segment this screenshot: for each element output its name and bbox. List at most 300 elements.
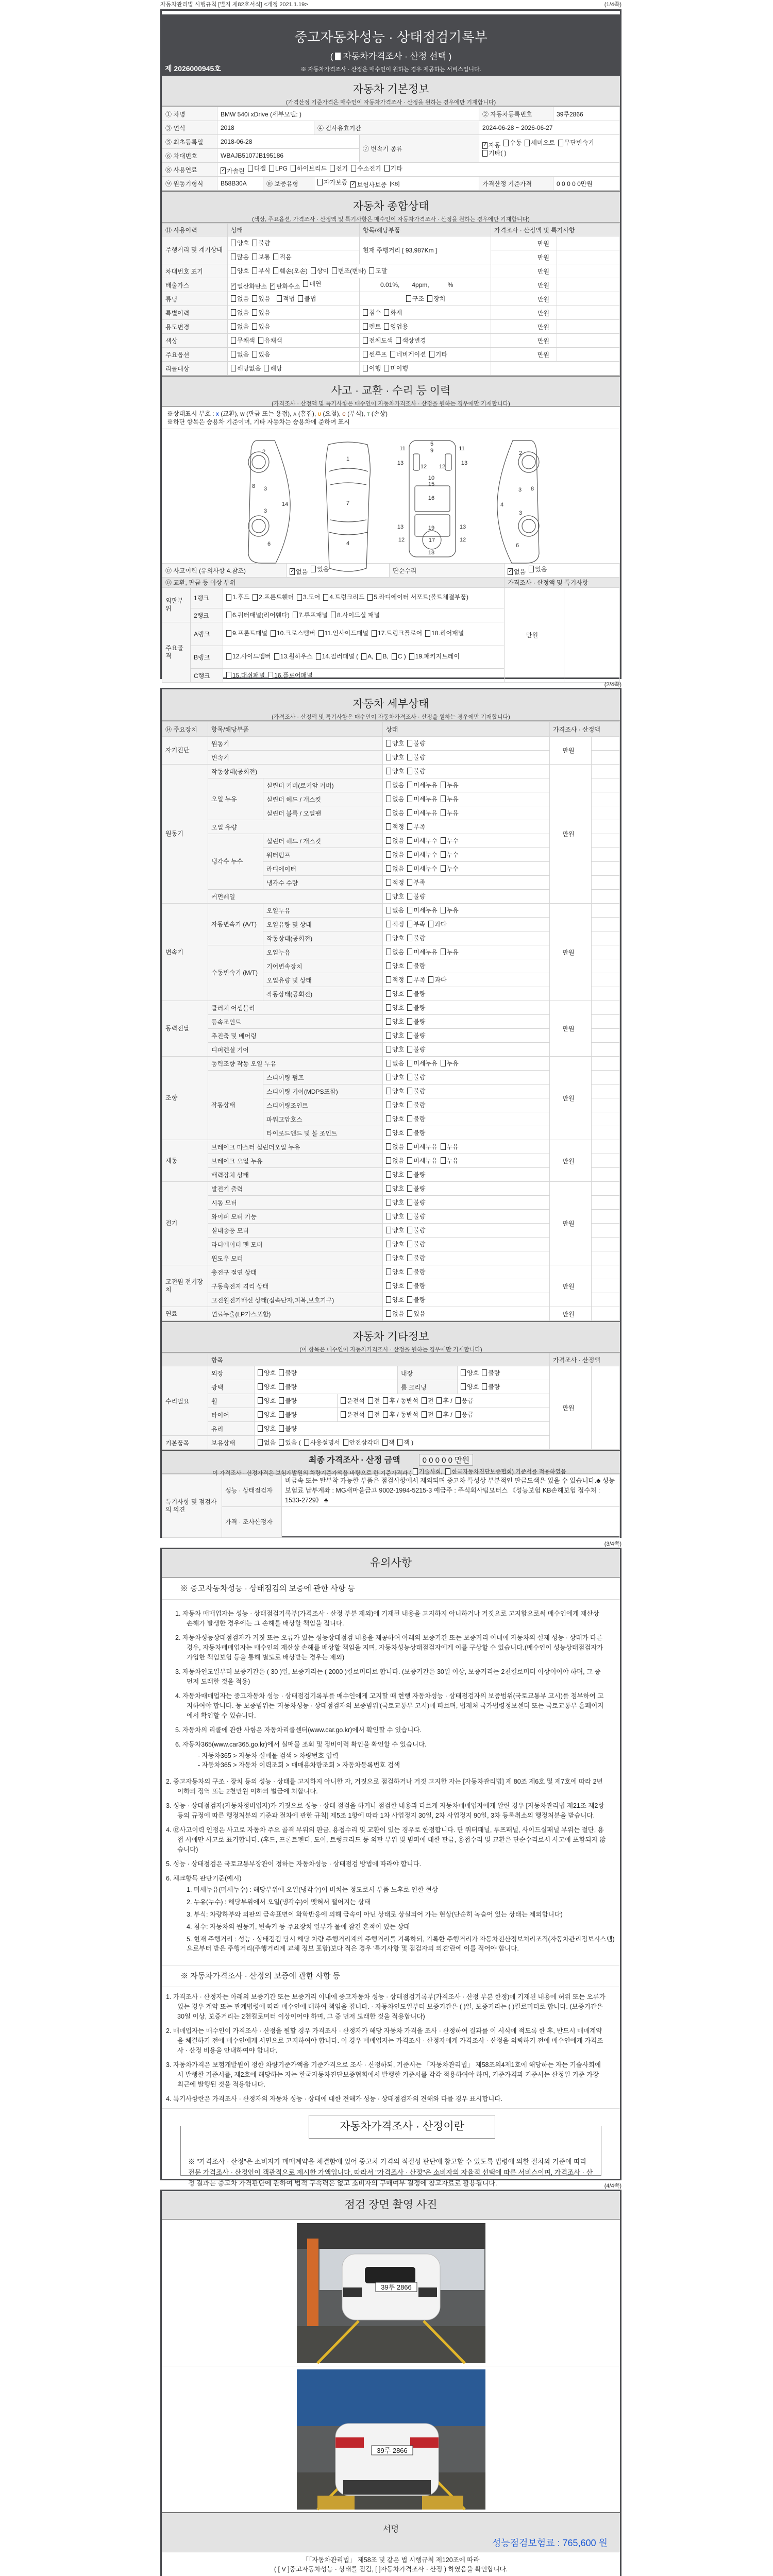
checkbox-box[interactable] xyxy=(226,594,231,601)
price-note-cell[interactable] xyxy=(592,1029,620,1043)
checkbox[interactable] xyxy=(304,1438,340,1447)
price-note-cell[interactable] xyxy=(592,751,620,765)
checkbox-box[interactable] xyxy=(386,768,391,774)
price-note-cell[interactable] xyxy=(592,1196,620,1210)
checkbox[interactable] xyxy=(413,1467,443,1476)
checkbox[interactable] xyxy=(441,808,459,817)
checkbox-box[interactable] xyxy=(441,795,446,802)
price-note-cell[interactable] xyxy=(592,1307,620,1321)
checkbox-box[interactable] xyxy=(258,1383,263,1390)
checkbox-box[interactable] xyxy=(252,295,257,302)
checkbox-box[interactable] xyxy=(386,1032,391,1039)
checkbox[interactable] xyxy=(350,180,386,189)
checkbox[interactable] xyxy=(316,653,358,660)
checkbox[interactable] xyxy=(231,322,249,331)
checkbox-box[interactable] xyxy=(428,921,433,927)
checkbox-box[interactable] xyxy=(407,768,412,774)
checkbox[interactable] xyxy=(441,850,459,859)
checkbox-box[interactable] xyxy=(279,1425,284,1432)
checkbox[interactable] xyxy=(231,350,249,359)
checkbox[interactable] xyxy=(258,1410,276,1419)
checkbox[interactable] xyxy=(386,1295,404,1304)
checkbox-box[interactable] xyxy=(407,1018,412,1025)
price-note-cell[interactable] xyxy=(592,862,620,876)
checkbox[interactable] xyxy=(386,1073,404,1081)
checkbox[interactable] xyxy=(386,989,404,998)
checkbox-box[interactable] xyxy=(407,823,412,830)
checkbox-box[interactable] xyxy=(248,165,253,172)
price-note-cell[interactable] xyxy=(592,737,620,751)
checkbox[interactable] xyxy=(290,567,308,576)
checkbox[interactable] xyxy=(456,1396,474,1405)
checkbox[interactable] xyxy=(363,336,393,345)
checkbox-box[interactable] xyxy=(407,1199,412,1206)
checkbox[interactable] xyxy=(258,1424,276,1433)
checkbox[interactable] xyxy=(221,166,245,175)
checkbox-box[interactable] xyxy=(390,351,395,358)
checkbox[interactable] xyxy=(407,1170,425,1179)
checkbox-box[interactable] xyxy=(525,140,530,146)
checkbox-box[interactable] xyxy=(363,323,368,330)
checkbox-box[interactable] xyxy=(407,1074,412,1080)
checkbox[interactable] xyxy=(407,1184,425,1193)
checkbox[interactable] xyxy=(279,1410,297,1419)
checkbox-box[interactable] xyxy=(386,1074,391,1080)
checkbox-box[interactable] xyxy=(407,1296,412,1303)
checkbox[interactable] xyxy=(386,1017,404,1026)
checkbox-box[interactable] xyxy=(407,893,412,900)
checkbox[interactable] xyxy=(252,294,270,303)
checkbox[interactable] xyxy=(525,139,554,147)
checkbox[interactable] xyxy=(558,139,594,147)
checkbox-box[interactable] xyxy=(386,865,391,872)
checkbox[interactable] xyxy=(407,1198,425,1207)
checkbox[interactable] xyxy=(248,164,266,173)
price-note-cell[interactable] xyxy=(592,904,620,918)
checkbox[interactable] xyxy=(231,294,249,303)
checkbox-box[interactable] xyxy=(427,295,432,302)
checkbox-box[interactable] xyxy=(407,1129,412,1136)
checkbox[interactable] xyxy=(369,266,387,275)
checkbox[interactable] xyxy=(441,781,459,789)
checkbox-box[interactable] xyxy=(407,1241,412,1247)
checkbox[interactable] xyxy=(303,279,321,288)
checkbox[interactable] xyxy=(386,836,404,845)
checkbox[interactable] xyxy=(407,794,437,803)
checkbox[interactable] xyxy=(441,906,459,914)
checkbox-box[interactable] xyxy=(461,1369,466,1376)
checkbox-box[interactable] xyxy=(372,630,377,637)
checkbox[interactable] xyxy=(386,1100,404,1109)
price-note-cell[interactable] xyxy=(592,1168,620,1182)
checkbox[interactable] xyxy=(407,1114,425,1123)
checkbox[interactable] xyxy=(428,920,446,928)
checkbox-box[interactable] xyxy=(383,1397,388,1404)
checkbox[interactable] xyxy=(252,252,270,261)
checkbox-box[interactable] xyxy=(386,782,391,788)
checkbox[interactable] xyxy=(386,975,404,984)
checkbox[interactable] xyxy=(269,165,288,172)
checkbox-box[interactable] xyxy=(264,365,269,371)
price-note-cell[interactable] xyxy=(592,792,620,806)
checkbox-box[interactable] xyxy=(252,323,257,330)
checkbox-box[interactable] xyxy=(503,140,509,146)
checkbox-box[interactable] xyxy=(407,1004,412,1011)
checkbox[interactable] xyxy=(386,1309,404,1318)
checkbox-box[interactable] xyxy=(332,267,337,274)
checkbox[interactable] xyxy=(503,139,522,147)
checkbox-box[interactable] xyxy=(386,962,391,969)
checkbox-box[interactable] xyxy=(386,1241,391,1247)
price-note-cell[interactable] xyxy=(592,765,620,778)
checkbox-box[interactable] xyxy=(279,1397,284,1404)
checkbox-box[interactable] xyxy=(331,612,336,618)
checkbox[interactable] xyxy=(407,1073,425,1081)
checkbox[interactable] xyxy=(407,1240,425,1248)
checkbox[interactable] xyxy=(376,653,388,660)
checkbox[interactable] xyxy=(386,1128,404,1137)
checkbox[interactable] xyxy=(461,1368,479,1377)
checkbox-box[interactable] xyxy=(406,295,411,302)
checkbox-box[interactable] xyxy=(407,907,412,913)
price-note-cell[interactable] xyxy=(592,1084,620,1098)
checkbox[interactable] xyxy=(386,1114,404,1123)
checkbox-box[interactable] xyxy=(368,1397,373,1404)
checkbox-box[interactable] xyxy=(441,1143,446,1150)
checkbox[interactable] xyxy=(407,1226,425,1234)
checkbox-box[interactable] xyxy=(441,837,446,844)
checkbox-box[interactable] xyxy=(386,1046,391,1053)
checkbox-box[interactable] xyxy=(386,740,391,747)
checkbox[interactable] xyxy=(390,350,426,359)
checkbox[interactable] xyxy=(274,653,313,660)
checkbox-box[interactable] xyxy=(258,1411,263,1418)
checkbox[interactable] xyxy=(367,594,468,601)
checkbox[interactable] xyxy=(386,1281,404,1290)
checkbox[interactable] xyxy=(386,1045,404,1054)
checkbox[interactable] xyxy=(231,266,249,275)
checkbox[interactable] xyxy=(363,350,387,359)
checkbox-box[interactable] xyxy=(318,630,324,637)
checkbox-box[interactable] xyxy=(386,921,391,927)
checkbox-box[interactable] xyxy=(311,267,316,274)
checkbox-box[interactable] xyxy=(386,1004,391,1011)
checkbox-box[interactable] xyxy=(392,653,397,660)
checkbox-box[interactable] xyxy=(407,1088,412,1094)
checkbox[interactable] xyxy=(407,1017,425,1026)
price-note-cell[interactable] xyxy=(592,806,620,820)
checkbox-box[interactable] xyxy=(258,1369,263,1376)
checkbox-box[interactable] xyxy=(482,150,488,157)
checkbox[interactable] xyxy=(407,1267,425,1276)
checkbox[interactable] xyxy=(407,947,437,956)
checkbox[interactable] xyxy=(231,336,255,345)
checkbox-box[interactable] xyxy=(407,1171,412,1178)
checkbox-box[interactable] xyxy=(279,1411,284,1418)
checkbox[interactable] xyxy=(231,364,261,372)
price-note-cell[interactable] xyxy=(592,1071,620,1084)
checkbox-box[interactable] xyxy=(386,893,391,900)
checkbox-box[interactable] xyxy=(386,1213,391,1219)
checkbox-box[interactable] xyxy=(291,165,296,172)
checkbox[interactable] xyxy=(291,164,327,173)
checkbox[interactable] xyxy=(407,808,437,817)
checkbox[interactable] xyxy=(407,836,437,845)
checkbox[interactable] xyxy=(384,164,402,173)
checkbox-box[interactable] xyxy=(407,851,412,858)
price-note-cell[interactable] xyxy=(592,1224,620,1238)
checkbox-box[interactable] xyxy=(386,1268,391,1275)
checkbox-box[interactable] xyxy=(386,754,391,760)
checkbox-box[interactable] xyxy=(407,1310,412,1317)
checkbox-box[interactable] xyxy=(441,809,446,816)
checkbox[interactable] xyxy=(279,1368,297,1377)
checkbox-box[interactable] xyxy=(363,365,368,371)
checkbox-box[interactable] xyxy=(252,351,257,358)
checkbox-box[interactable] xyxy=(407,1227,412,1233)
price-note-cell[interactable] xyxy=(592,1057,620,1071)
checkbox-box[interactable] xyxy=(277,295,282,302)
checkbox[interactable] xyxy=(341,1396,365,1405)
checkbox[interactable] xyxy=(397,1438,413,1447)
checkbox-box[interactable] xyxy=(436,1397,442,1404)
checkbox[interactable] xyxy=(407,1142,437,1151)
checkbox[interactable] xyxy=(386,1184,404,1193)
checkbox-box[interactable] xyxy=(407,795,412,802)
checkbox-box[interactable] xyxy=(341,1397,346,1404)
checkbox-box[interactable] xyxy=(529,566,534,572)
price-note-cell[interactable] xyxy=(592,987,620,1001)
checkbox[interactable] xyxy=(386,1198,404,1207)
checkbox[interactable] xyxy=(407,1031,425,1040)
checkbox[interactable] xyxy=(258,1368,276,1377)
checkbox-box[interactable] xyxy=(441,851,446,858)
checkbox[interactable] xyxy=(407,989,425,998)
checkbox[interactable] xyxy=(323,594,364,601)
checkbox-box[interactable] xyxy=(407,1115,412,1122)
price-note-cell[interactable] xyxy=(592,1210,620,1224)
checkbox-box[interactable] xyxy=(258,337,263,344)
checkbox-box[interactable] xyxy=(386,795,391,802)
checkbox[interactable] xyxy=(407,920,425,928)
checkbox-box[interactable] xyxy=(407,921,412,927)
checkbox[interactable] xyxy=(258,1396,276,1405)
checkbox-box[interactable] xyxy=(258,1439,263,1446)
checkbox[interactable] xyxy=(386,961,404,970)
price-note-cell[interactable] xyxy=(592,820,620,834)
checkbox[interactable] xyxy=(396,336,426,345)
checkbox-box[interactable] xyxy=(279,1369,284,1376)
checkbox-box[interactable] xyxy=(409,653,414,660)
checkbox[interactable] xyxy=(407,1045,425,1054)
checkbox[interactable] xyxy=(253,594,294,601)
checkbox-box[interactable] xyxy=(407,1213,412,1219)
checkbox[interactable] xyxy=(407,864,437,873)
checkbox-box[interactable] xyxy=(456,1397,461,1404)
checkbox[interactable] xyxy=(363,364,381,372)
checkbox[interactable] xyxy=(386,1142,404,1151)
checkbox[interactable] xyxy=(273,266,307,275)
checkbox[interactable] xyxy=(386,767,404,775)
checkbox-box[interactable] xyxy=(422,1411,427,1418)
price-note-cell[interactable] xyxy=(592,848,620,862)
price-note-cell[interactable] xyxy=(592,931,620,945)
price-note-cell[interactable] xyxy=(592,1126,620,1140)
checkbox[interactable] xyxy=(436,1396,452,1405)
checkbox[interactable] xyxy=(428,975,446,984)
checkbox-box[interactable] xyxy=(343,1439,348,1446)
checkbox[interactable] xyxy=(270,282,300,291)
checkbox[interactable] xyxy=(311,266,329,275)
checkbox-box[interactable] xyxy=(252,309,257,316)
checkbox[interactable] xyxy=(392,653,406,660)
checkbox-box[interactable] xyxy=(341,1411,346,1418)
checkbox-box[interactable] xyxy=(407,948,412,955)
checkbox[interactable] xyxy=(386,1240,404,1248)
checkbox-box[interactable]: ✓ xyxy=(231,283,236,289)
checkbox[interactable] xyxy=(384,322,408,331)
checkbox-box[interactable] xyxy=(441,907,446,913)
checkbox-box[interactable] xyxy=(293,612,298,618)
checkbox[interactable] xyxy=(279,1424,297,1433)
checkbox-box[interactable] xyxy=(407,1282,412,1289)
price-note-cell[interactable] xyxy=(592,1279,620,1293)
price-note-cell[interactable] xyxy=(592,945,620,959)
checkbox[interactable] xyxy=(386,808,404,817)
checkbox[interactable] xyxy=(456,1410,474,1419)
checkbox[interactable] xyxy=(407,1059,437,1067)
checkbox-box[interactable] xyxy=(386,1296,391,1303)
checkbox-box[interactable] xyxy=(367,594,373,601)
checkbox-box[interactable] xyxy=(407,1101,412,1108)
checkbox-box[interactable] xyxy=(383,1411,388,1418)
checkbox[interactable] xyxy=(330,164,348,173)
checkbox-box[interactable] xyxy=(311,566,316,572)
checkbox[interactable] xyxy=(386,934,404,942)
checkbox-box[interactable] xyxy=(231,295,236,302)
checkbox-box[interactable] xyxy=(482,1369,487,1376)
checkbox[interactable] xyxy=(482,1368,500,1377)
checkbox[interactable] xyxy=(363,322,381,331)
checkbox[interactable] xyxy=(231,282,267,291)
checkbox[interactable] xyxy=(382,1438,395,1447)
checkbox-box[interactable] xyxy=(386,1129,391,1136)
checkbox[interactable] xyxy=(368,1410,380,1419)
checkbox-box[interactable] xyxy=(386,809,391,816)
checkbox[interactable] xyxy=(406,294,424,303)
checkbox-box[interactable] xyxy=(376,653,381,660)
checkbox-box[interactable] xyxy=(386,837,391,844)
checkbox[interactable] xyxy=(407,1100,425,1109)
price-note-cell[interactable] xyxy=(592,778,620,792)
checkbox-box[interactable] xyxy=(231,323,236,330)
checkbox-box[interactable] xyxy=(363,351,368,358)
checkbox-box[interactable]: ✓ xyxy=(351,181,356,187)
checkbox[interactable] xyxy=(386,1003,404,1012)
checkbox-box[interactable] xyxy=(226,630,231,637)
checkbox-box[interactable] xyxy=(386,879,391,886)
checkbox-box[interactable] xyxy=(231,351,236,358)
checkbox[interactable] xyxy=(277,294,295,303)
checkbox[interactable] xyxy=(386,1212,404,1221)
checkbox-box[interactable] xyxy=(386,1157,391,1164)
checkbox-box[interactable] xyxy=(226,612,231,618)
checkbox[interactable] xyxy=(529,565,547,573)
checkbox[interactable] xyxy=(407,892,425,901)
checkbox[interactable] xyxy=(441,794,459,803)
checkbox-box[interactable] xyxy=(407,1268,412,1275)
checkbox[interactable] xyxy=(297,594,320,601)
checkbox-box[interactable] xyxy=(258,1397,263,1404)
price-note-cell[interactable] xyxy=(592,1015,620,1029)
checkbox[interactable] xyxy=(425,630,464,637)
checkbox[interactable] xyxy=(386,1267,404,1276)
price-note-cell[interactable] xyxy=(592,1140,620,1154)
checkbox-box[interactable] xyxy=(407,782,412,788)
checkbox[interactable] xyxy=(311,565,329,573)
checkbox[interactable] xyxy=(386,878,404,887)
checkbox[interactable] xyxy=(386,920,404,928)
checkbox-box[interactable] xyxy=(384,365,389,371)
checkbox-box[interactable] xyxy=(231,337,236,344)
checkbox[interactable] xyxy=(407,906,437,914)
checkbox-box[interactable] xyxy=(386,1115,391,1122)
checkbox[interactable] xyxy=(407,1156,437,1165)
checkbox-box[interactable] xyxy=(368,1411,373,1418)
checkbox-box[interactable] xyxy=(330,165,335,172)
checkbox[interactable] xyxy=(226,653,271,660)
checkbox[interactable] xyxy=(279,1396,297,1405)
checkbox[interactable] xyxy=(384,308,402,317)
checkbox-box[interactable] xyxy=(407,1143,412,1150)
checkbox[interactable] xyxy=(252,322,270,331)
checkbox[interactable] xyxy=(332,266,366,275)
checkbox-box[interactable] xyxy=(386,1255,391,1261)
checkbox-box[interactable] xyxy=(386,1199,391,1206)
checkbox-box[interactable] xyxy=(253,594,258,601)
checkbox[interactable] xyxy=(386,864,404,873)
checkbox-box[interactable] xyxy=(226,653,231,660)
checkbox-box[interactable] xyxy=(303,280,308,287)
checkbox[interactable] xyxy=(368,1396,380,1405)
checkbox-box[interactable] xyxy=(279,1439,284,1446)
checkbox[interactable] xyxy=(386,947,404,956)
checkbox[interactable] xyxy=(441,1156,459,1165)
checkbox-box[interactable] xyxy=(407,962,412,969)
checkbox[interactable] xyxy=(386,1087,404,1095)
checkbox-box[interactable] xyxy=(407,809,412,816)
checkbox-box[interactable] xyxy=(407,1185,412,1192)
checkbox-box[interactable] xyxy=(273,253,278,260)
checkbox-box[interactable] xyxy=(441,782,446,788)
checkbox-box[interactable] xyxy=(425,630,430,637)
checkbox-box[interactable] xyxy=(274,653,279,660)
checkbox-box[interactable] xyxy=(386,1185,391,1192)
checkbox[interactable] xyxy=(445,1467,566,1476)
checkbox[interactable] xyxy=(407,781,437,789)
checkbox-box[interactable] xyxy=(407,1032,412,1039)
checkbox[interactable] xyxy=(386,1226,404,1234)
checkbox[interactable] xyxy=(386,892,404,901)
checkbox-box[interactable] xyxy=(445,1468,450,1475)
checkbox-box[interactable] xyxy=(407,754,412,760)
checkbox[interactable] xyxy=(231,239,249,247)
checkbox[interactable] xyxy=(361,653,373,660)
checkbox[interactable] xyxy=(407,1253,425,1262)
checkbox[interactable] xyxy=(407,1003,425,1012)
checkbox[interactable] xyxy=(386,781,404,789)
checkbox-box[interactable] xyxy=(407,837,412,844)
